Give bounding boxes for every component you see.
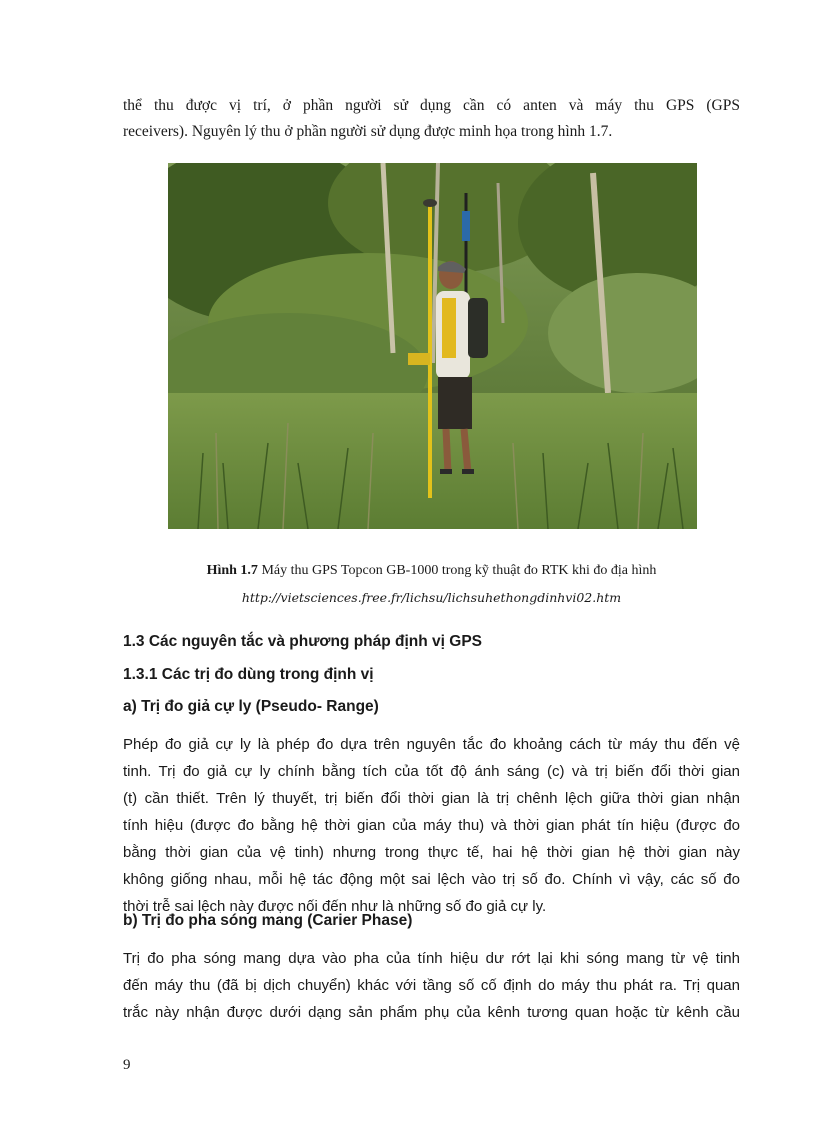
text-line: (t) cần thiết. Trên lý thuyết, trị biến đổi thời gian là trị chênh lệch giữa thời gian nhận <box>123 790 740 807</box>
text-line: Phép đo giả cự ly là phép đo dựa trên nguyên tắc đo khoảng cách từ máy thu đến vệ <box>123 736 740 753</box>
heading-pseudo-range: a) Trị đo giả cự ly (Pseudo- Range) <box>123 698 379 715</box>
figure-source-link[interactable]: http://vietsciences.free.fr/lichsu/lichsuhethongdinhvi02.htm <box>241 590 622 605</box>
figure-photo <box>168 163 697 529</box>
text-line: thể thu được vị trí, ở phần người sử dụng cần có anten và máy thu GPS (GPS <box>123 97 740 114</box>
intro-paragraph <box>123 93 740 145</box>
heading-section-1-3: 1.3 Các nguyên tắc và phương pháp định vị GPS <box>123 633 483 650</box>
text-line: tinh. Trị đo giả cự ly chính bằng tích của tốt độ ánh sáng (c) và trị biến đổi thời gian <box>123 763 740 780</box>
text-line: trắc này nhận được dưới dạng sản phẩm phụ của kênh tương quan hoặc từ kênh cầu <box>123 1004 740 1021</box>
text-line: Trị đo pha sóng mang dựa vào pha của tính hiệu dư rớt lại khi sóng mang từ vệ tinh <box>123 950 740 967</box>
heading-carrier-phase: b) Trị đo pha sóng mang (Carier Phase) <box>123 912 413 929</box>
carrier-phase-paragraph <box>123 945 740 1026</box>
figure-caption <box>123 559 740 583</box>
pseudo-range-paragraph <box>123 731 740 920</box>
text-line: thời trễ sai lệch này được nối đến như là những số đo giả cự ly. <box>123 898 547 915</box>
text-line: không giống nhau, mỗi hệ tác động một sai lệch vào trị số đo. Chính vì vậy, các số đo <box>123 871 740 888</box>
text-line: đến máy thu (đã bị dịch chuyển) khác với tầng số cố định do máy thu phát ra. Trị quan <box>123 977 740 994</box>
text-line: receivers). Nguyên lý thu ở phần người sử dụng được minh họa trong hình 1.7. <box>123 123 613 140</box>
text-line: tính hiệu (được đo bằng hệ thời gian của máy thu) và thời gian phát tín hiệu (được đo <box>123 817 740 834</box>
figure-caption-text: Máy thu GPS Topcon GB-1000 trong kỹ thuật đo RTK khi đo địa hình <box>261 563 657 578</box>
text-line: bằng thời gian của vệ tinh) nhưng trong thực tế, hai hệ thời gian hệ thời gian này <box>123 844 740 861</box>
heading-section-1-3-1: 1.3.1 Các trị đo dùng trong định vị <box>123 666 374 683</box>
figure-label: Hình 1.7 <box>206 563 258 578</box>
page-number: 9 <box>123 1057 131 1073</box>
